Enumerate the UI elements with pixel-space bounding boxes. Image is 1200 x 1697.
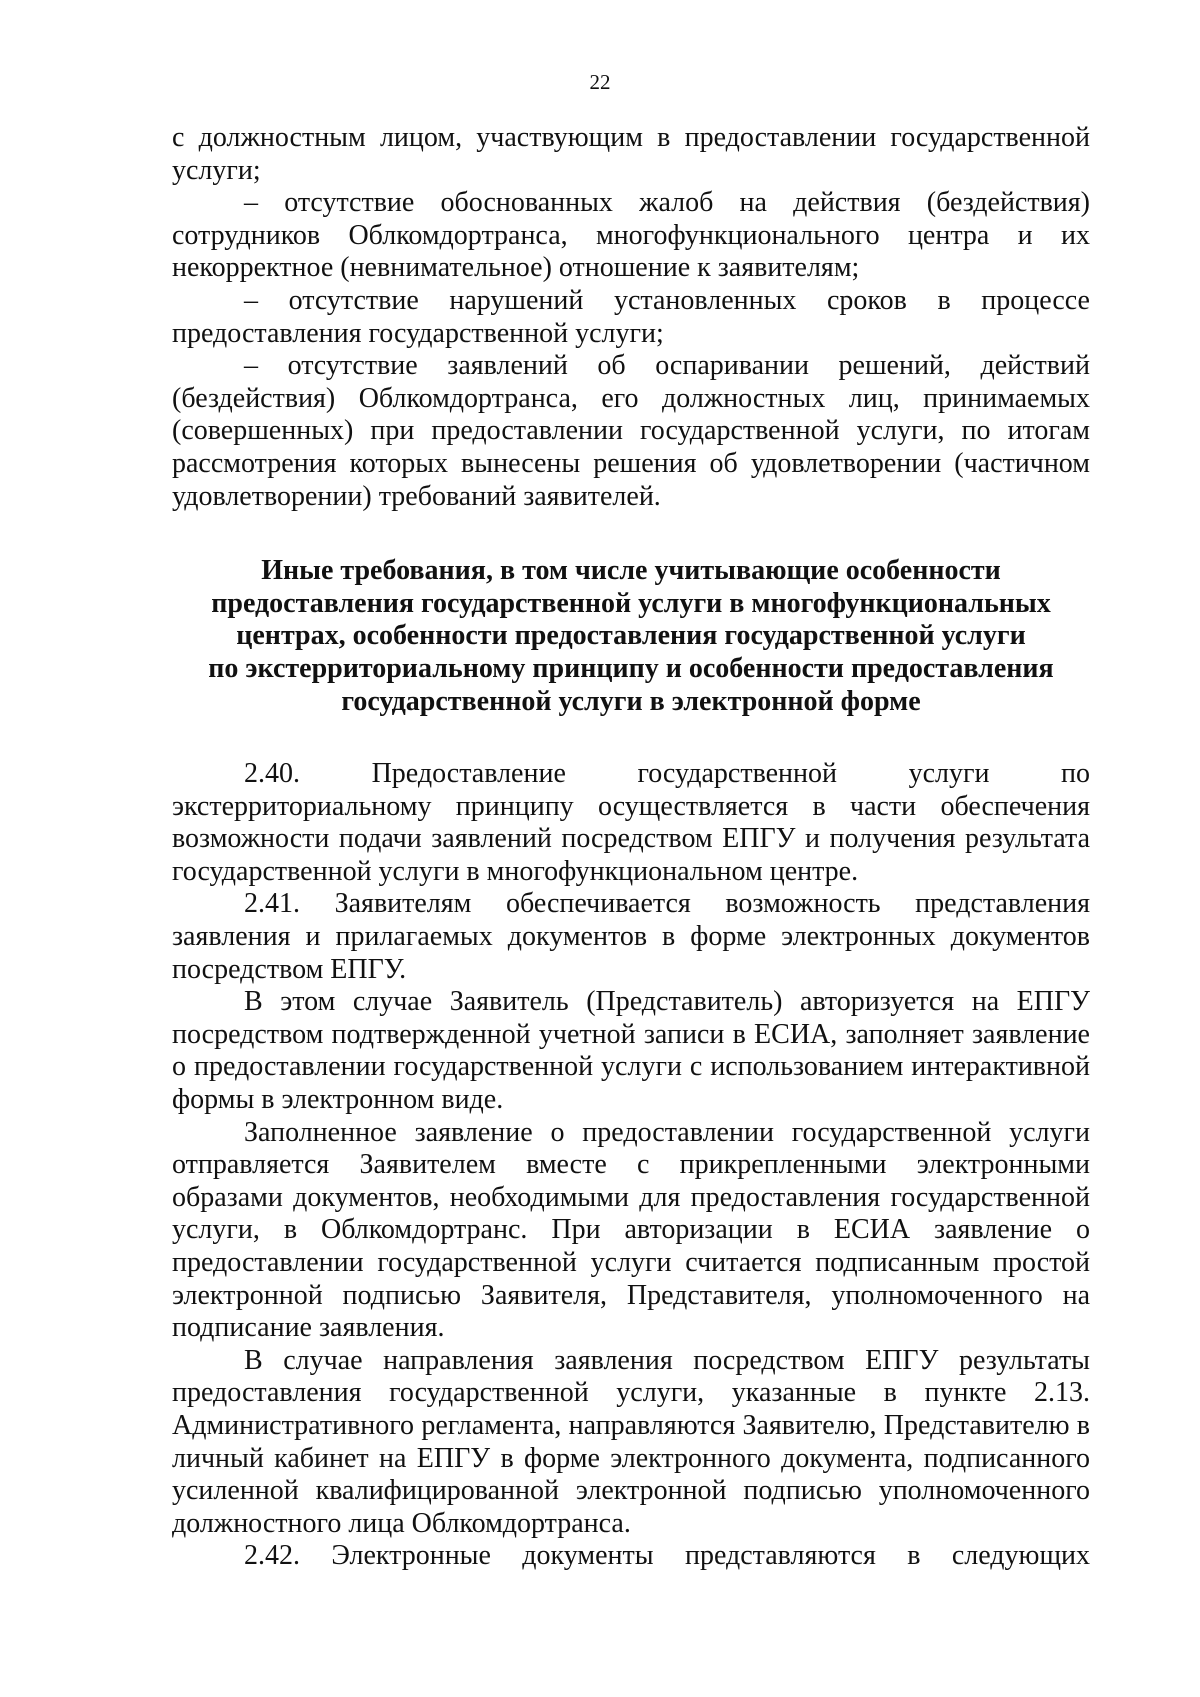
section-heading-line: государственной услуги в электронной форме xyxy=(341,685,921,717)
page-number: 22 xyxy=(589,70,611,94)
paragraph-2-40: 2.40. Предоставление государственной услуги по экстерриториальному принципу осуществляется в части обеспечения возможности подачи заявлений посредством ЕПГУ и получения результата государственной услуги в многофункциональном центре. xyxy=(172,758,1090,887)
section-heading xyxy=(172,555,1090,718)
paragraph-2-42: 2.42. Электронные документы представляются в следующих xyxy=(244,1540,1090,1572)
section-heading-line: предоставления государственной услуги в многофункциональных xyxy=(211,587,1051,619)
paragraph-submission: Заполненное заявление о предоставлении государственной услуги отправляется Заявителем вместе с прикрепленными электронными образами документов, необходимыми для предоставления государственной услуги, в Облкомдортранс. При авторизации в ЕСИА заявление о предоставлении государственной услуги считается подписанным простой электронной подписью Заявителя, Представителя, уполномоченного на подписание заявления. xyxy=(172,1116,1090,1344)
section-heading-line: Иные требования, в том числе учитывающие особенности xyxy=(261,555,1001,587)
section-heading-line: по экстерриториальному принципу и особенности предоставления xyxy=(208,652,1054,684)
list-item-deadlines: – отсутствие нарушений установленных сроков в процессе предоставления государственной услуги; xyxy=(172,284,1090,349)
list-item-complaints: – отсутствие обоснованных жалоб на действия (бездействия) сотрудников Облкомдортранса, многофункционального центра и их некорректное (невнимательное) отношение к заявителям; xyxy=(172,187,1090,284)
section-heading-line: центрах, особенности предоставления государственной услуги xyxy=(236,620,1026,652)
document-body xyxy=(172,122,1090,1573)
paragraph-results: В случае направления заявления посредством ЕПГУ результаты предоставления государственной услуги, указанные в пункте 2.13. Административного регламента, направляются Заявителю, Представителю в личный кабинет на ЕПГУ в форме электронного документа, подписанного усиленной квалифицированной электронной подписью уполномоченного должностного лица Облкомдортранса. xyxy=(172,1344,1090,1539)
paragraph-continuation: с должностным лицом, участвующим в предоставлении государственной услуги; xyxy=(172,122,1090,186)
paragraph-2-41: 2.41. Заявителям обеспечивается возможность представления заявления и прилагаемых документов в форме электронных документов посредством ЕПГУ. xyxy=(172,888,1090,985)
list-item-appeals: – отсутствие заявлений об оспаривании решений, действий (бездействия) Облкомдортранса, его должностных лиц, принимаемых (совершенных) при предоставлении государственной услуги, по итогам рассмотрения которых вынесены решения об удовлетворении (частичном удовлетворении) требований заявителей. xyxy=(172,350,1090,512)
paragraph-authorization: В этом случае Заявитель (Представитель) авторизуется на ЕПГУ посредством подтвержденной учетной записи в ЕСИА, заполняет заявление о предоставлении государственной услуги с использованием интерактивной формы в электронном виде. xyxy=(172,986,1090,1116)
